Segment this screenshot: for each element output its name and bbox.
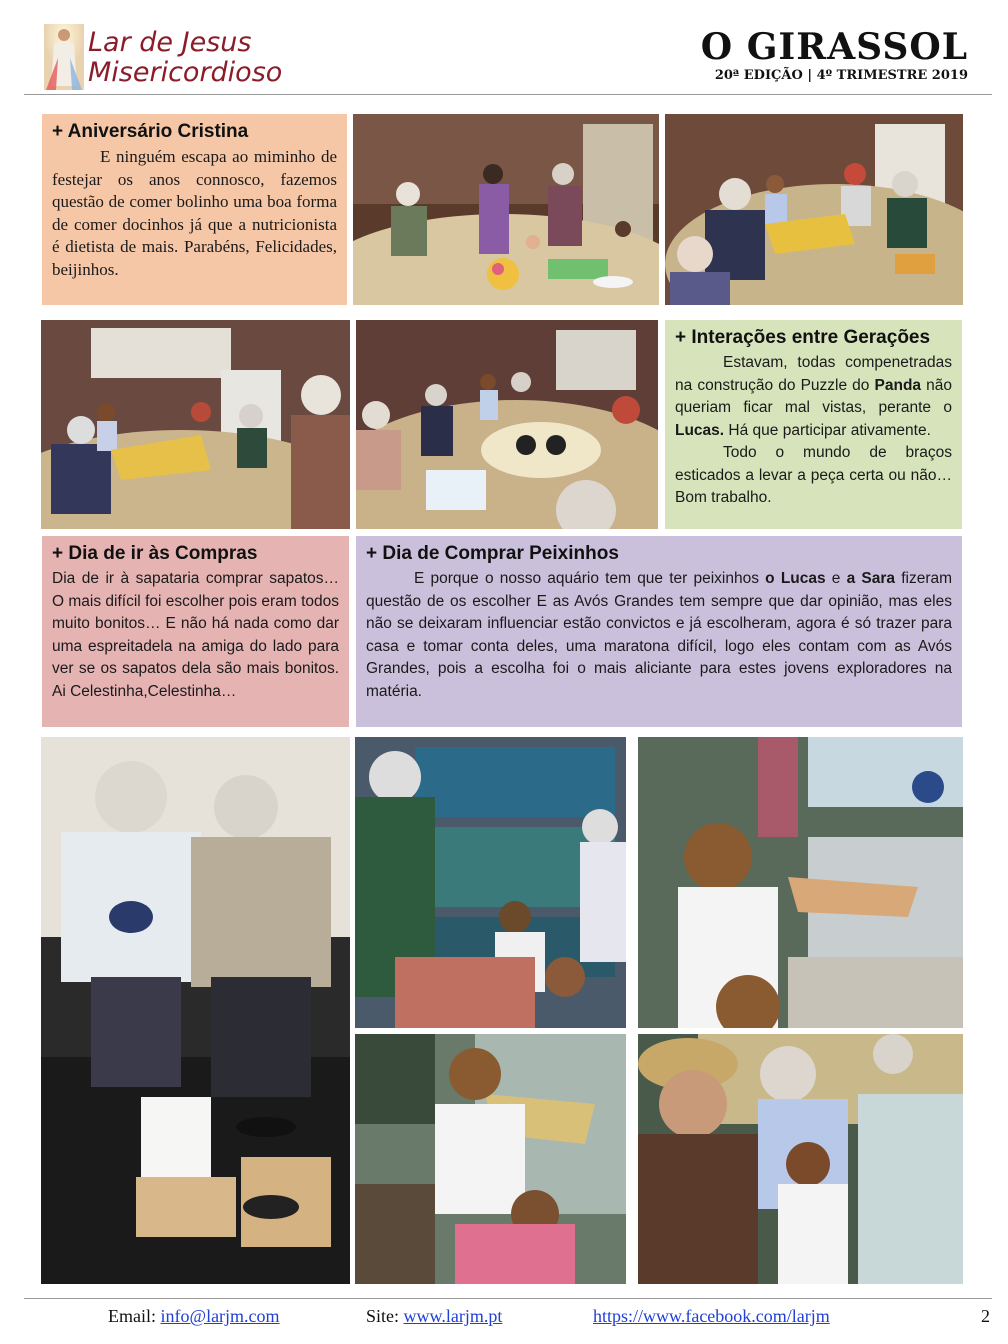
section-heading: + Dia de Comprar Peixinhos xyxy=(366,543,619,564)
text-run: E porque o nosso aquário tem que ter peixinhos xyxy=(414,570,766,587)
photo-puzzle-table-1 xyxy=(665,114,963,305)
section-heading: + Aniversário Cristina xyxy=(52,121,249,142)
logo-text-line2: Misericordioso xyxy=(88,57,283,88)
section-peixinhos xyxy=(356,536,962,727)
text-run: não queriam ficar mal vistas, perante o xyxy=(675,376,952,416)
email-label: Email: xyxy=(108,1306,161,1326)
section-text: E ninguém escapa ao miminho de festejar os anos connosco, fazemos questão de comer bolinho uma boa forma de comer docinhos já que a nutricionista é dietista de mais. Parabéns, Felicidades, beijinhos. xyxy=(52,147,337,279)
email-link[interactable]: info@larjm.com xyxy=(160,1306,280,1326)
text-run: Há que participar ativamente. xyxy=(724,421,931,439)
footer-facebook xyxy=(593,1306,830,1327)
logo-jesus-icon xyxy=(44,24,84,90)
photo-puzzle-table-2 xyxy=(41,320,350,529)
section-heading: + Dia de ir às Compras xyxy=(52,543,258,564)
text-bold: Panda xyxy=(874,376,922,394)
photo-shoe-store xyxy=(41,737,350,1284)
photo-panda-puzzle xyxy=(356,320,658,529)
photo-aquarium-store-2 xyxy=(638,737,963,1028)
footer-email xyxy=(108,1306,280,1327)
header-divider xyxy=(24,94,992,95)
page-number: 2 xyxy=(981,1306,990,1326)
section-interacoes xyxy=(665,320,962,529)
facebook-link[interactable]: https://www.facebook.com/larjm xyxy=(593,1306,830,1326)
photo-birthday-party xyxy=(353,114,659,305)
edition-line: 20ª EDIÇÃO | 4º TRIMESTRE 2019 xyxy=(714,68,968,83)
section-aniversario xyxy=(42,114,347,305)
section-text: Dia de ir à sapataria comprar sapatos… O mais difícil foi escolher pois eram todos muito bonitos… E não há nada como dar uma espreitadela na amiga do lado para ver se os sapatos dela são mais bonitos. Ai Celestinha,Celestinha… xyxy=(52,570,339,700)
photo-fish-choosing xyxy=(638,1034,963,1284)
photo-aquarium-store-3 xyxy=(355,1034,626,1284)
photo-aquarium-store-1 xyxy=(355,737,626,1028)
text-bold: o Lucas xyxy=(765,570,826,587)
footer-divider xyxy=(24,1298,992,1299)
section-text xyxy=(675,352,952,442)
section-compras xyxy=(42,536,349,727)
logo-text-line1: Lar de Jesus xyxy=(88,27,252,58)
section-heading: + Interações entre Gerações xyxy=(675,327,931,348)
text-run: e xyxy=(825,570,847,587)
section-text xyxy=(366,568,952,703)
text-bold: a Sara xyxy=(846,570,896,587)
text-bold: Lucas. xyxy=(675,421,725,439)
text-run: Estavam, todas compenetradas na construção do Puzzle do xyxy=(675,354,952,394)
text-run: fizeram questão de os escolher E as Avós Grandes tem sempre que dar opinião, mas eles não se deixaram influenciar estão convictos e já escolheram, agora é só trazer para casa e tomar conta deles, uma maratona difícil, logo eles contam com as Avós Grandes, pois a escolha foi o mais aliciante para estes jovens exploradores na matéria. xyxy=(366,570,953,700)
site-label: Site: xyxy=(366,1306,404,1326)
footer-site xyxy=(366,1306,502,1327)
site-link[interactable]: www.larjm.pt xyxy=(403,1306,503,1326)
section-text-2: Todo o mundo de braços esticados a levar a peça certa ou não… Bom trabalho. xyxy=(675,444,952,506)
newsletter-title: O GIRASSOL xyxy=(700,26,968,68)
